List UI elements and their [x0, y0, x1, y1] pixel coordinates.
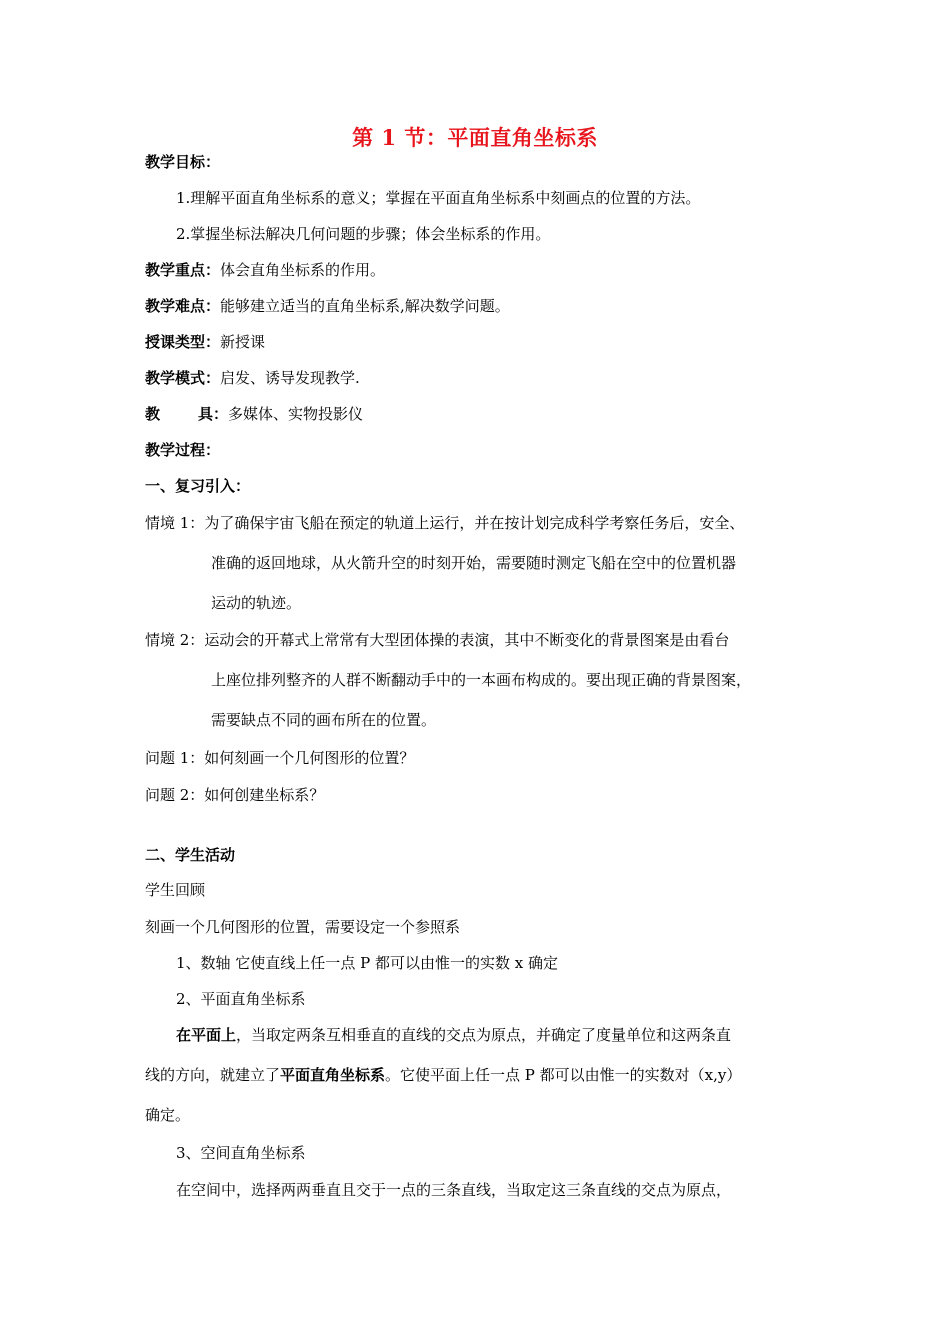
question-2: 问题 2：如何创建坐标系？	[145, 786, 325, 804]
scene1-label: 情境 1：	[145, 514, 205, 532]
key-point-label: 教学重点：	[145, 261, 221, 279]
reference-intro: 刻画一个几何图形的位置，需要设定一个参照系	[145, 918, 461, 936]
tools-line	[145, 404, 363, 424]
scene2-line-1	[145, 630, 729, 650]
scene1-line-2: 准确的返回地球，从火箭升空的时刻开始，需要随时测定飞船在空中的位置机器	[211, 554, 737, 572]
scene2-label: 情境 2：	[145, 631, 205, 649]
scene2-line-2: 上座位排列整齐的人群不断翻动手中的一本画布构成的。要出现正确的背景图案，	[211, 671, 752, 689]
teaching-mode-line	[145, 368, 360, 388]
section1-heading-line	[145, 476, 250, 496]
scene2-line-3: 需要缺点不同的画布所在的位置。	[211, 711, 437, 729]
item-number-axis: 1、数轴 它使直线上任一点 P 都可以由惟一的实数 x 确定	[176, 954, 558, 972]
objective-item-1: 1.理解平面直角坐标系的意义；掌握在平面直角坐标系中刻画点的位置的方法。	[176, 189, 701, 207]
section2-heading: 二、学生活动	[145, 846, 236, 864]
plane-paragraph-line-1	[176, 1025, 731, 1045]
space-paragraph-line-1: 在空间中，选择两两垂直且交于一点的三条直线，当取定这三条直线的交点为原点，	[176, 1181, 732, 1199]
section2-heading-line	[145, 845, 235, 865]
difficulty-line	[145, 296, 510, 316]
tools-label-b: 具：	[198, 405, 229, 423]
difficulty-label: 教学难点：	[145, 297, 221, 315]
lesson-type-line	[145, 332, 265, 352]
key-point-line	[145, 260, 385, 280]
objective-item-2: 2.掌握坐标法解决几何问题的步骤；体会坐标系的作用。	[176, 225, 551, 243]
plane-paragraph-bold-1: 在平面上	[176, 1026, 237, 1044]
student-review: 学生回顾	[145, 881, 206, 899]
plane-paragraph-line-2	[145, 1065, 741, 1085]
question-1: 问题 1：如何刻画一个几何图形的位置？	[145, 749, 415, 767]
tools-label-a: 教	[145, 405, 161, 423]
item-plane-coordinates: 2、平面直角坐标系	[176, 990, 306, 1008]
scene1-text-1: 为了确保宇宙飞船在预定的轨道上运行，并在按计划完成科学考察任务后，安全、	[204, 514, 745, 532]
section1-heading: 一、复习引入：	[145, 477, 251, 495]
plane-paragraph-text-b: 线的方向，就建立了	[145, 1066, 281, 1084]
teaching-mode-label: 教学模式：	[145, 369, 221, 387]
plane-paragraph-line-3: 确定。	[145, 1106, 191, 1124]
plane-paragraph-text-c: 。它使平面上任一点 P 都可以由惟一的实数对（x,y）	[385, 1066, 742, 1084]
tools-text: 多媒体、实物投影仪	[228, 405, 364, 423]
scene1-line-3: 运动的轨迹。	[211, 594, 302, 612]
lesson-type-label: 授课类型：	[145, 333, 221, 351]
lesson-type-text: 新授课	[220, 333, 266, 351]
process-label-line	[145, 440, 220, 460]
plane-paragraph-text-a: ，当取定两条互相垂直的直线的交点为原点，并确定了度量单位和这两条直	[236, 1026, 732, 1044]
item-space-coordinates: 3、空间直角坐标系	[176, 1144, 306, 1162]
objectives-label-text: 教学目标：	[145, 153, 221, 171]
key-point-text: 体会直角坐标系的作用。	[220, 261, 386, 279]
scene2-text-1: 运动会的开幕式上常常有大型团体操的表演，其中不断变化的背景图案是由看台	[204, 631, 730, 649]
scene1-line-1	[145, 513, 744, 533]
teaching-mode-text: 启发、诱导发现教学.	[220, 369, 360, 387]
objectives-label	[145, 152, 220, 172]
process-label: 教学过程：	[145, 441, 221, 459]
difficulty-text: 能够建立适当的直角坐标系,解决数学问题。	[220, 297, 510, 315]
page-title: 第 1 节：平面直角坐标系	[352, 125, 598, 150]
plane-paragraph-bold-2: 平面直角坐标系	[280, 1066, 386, 1084]
